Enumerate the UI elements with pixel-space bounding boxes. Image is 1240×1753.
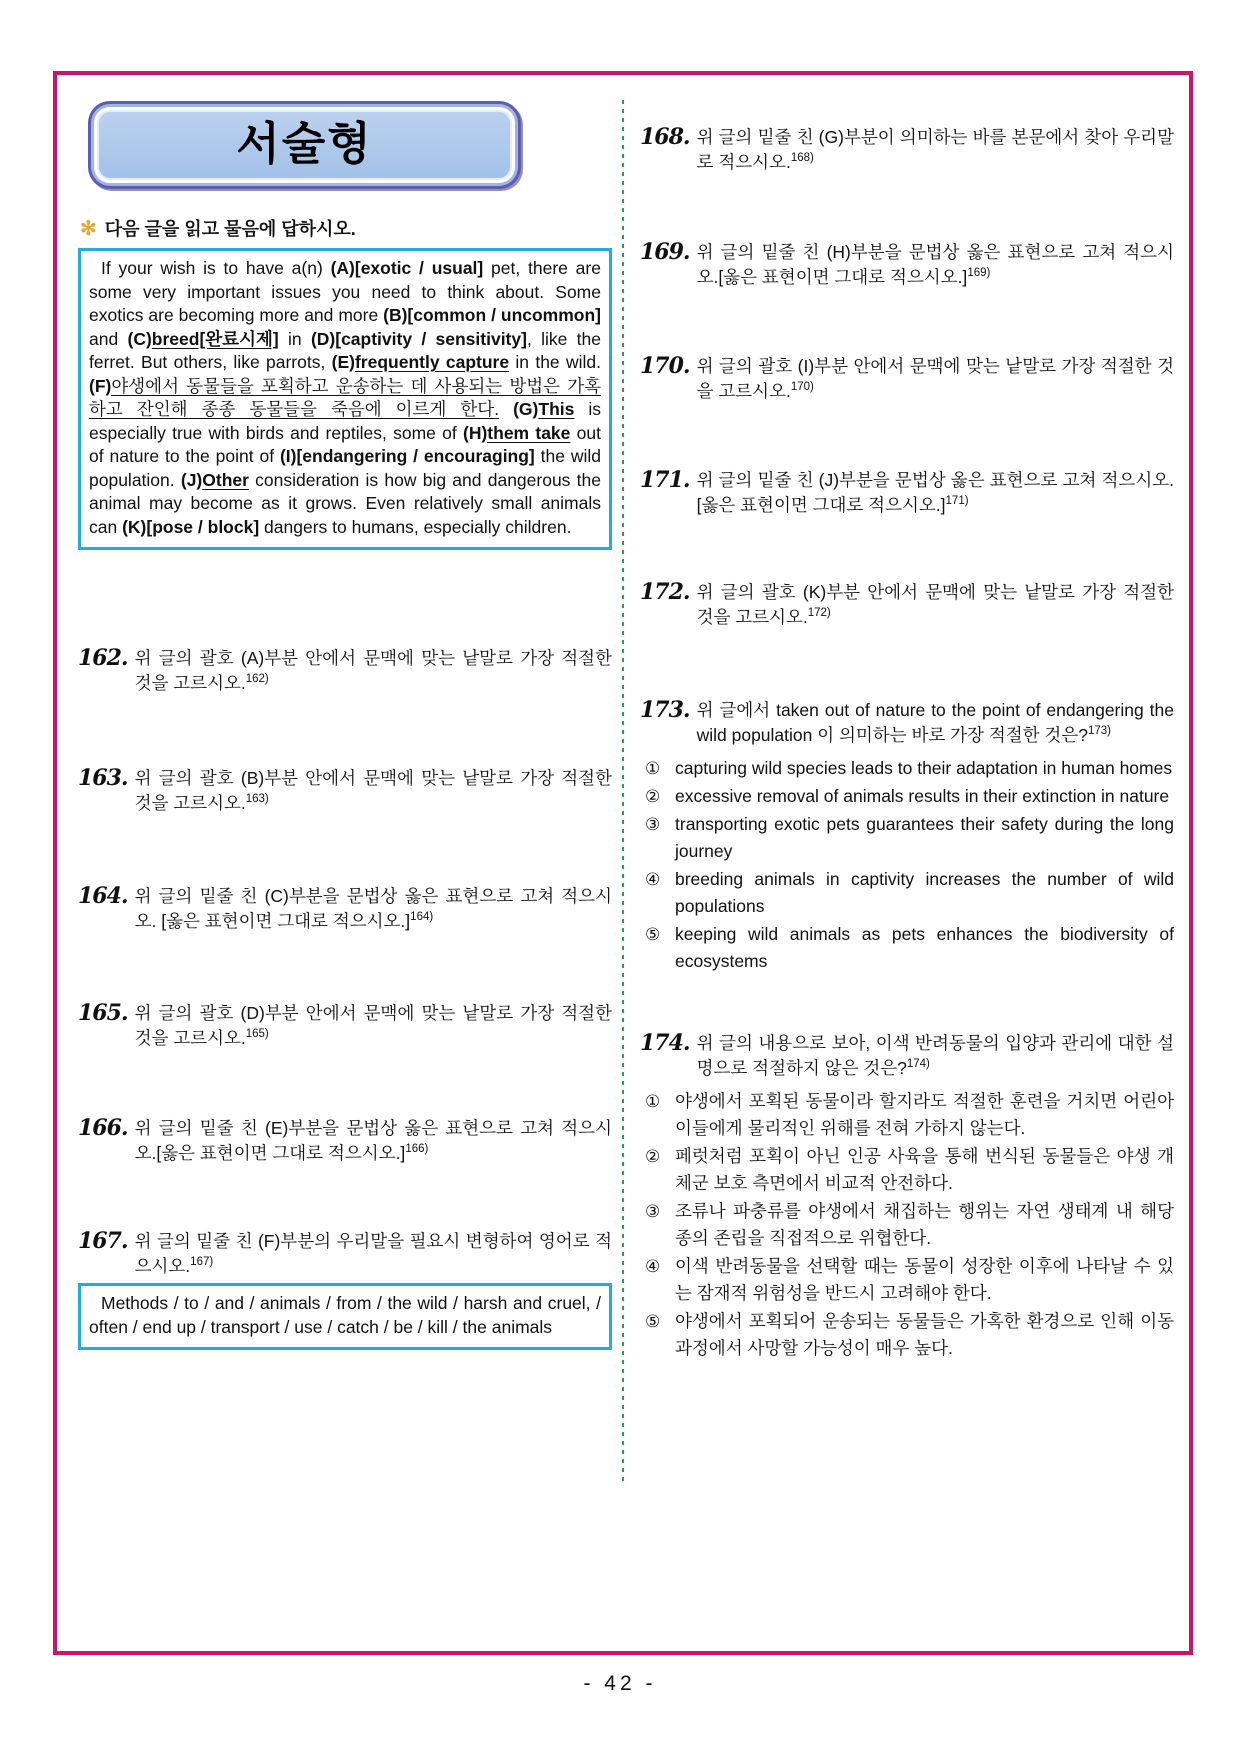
footnote-ref: 171) — [945, 495, 969, 508]
option-text: 조류나 파충류를 야생에서 채집하는 행위는 자연 생태계 내 해당 종의 존립을 직접적으로 위협한다. — [675, 1201, 1174, 1248]
option-text: excessive removal of animals results in their extinction in nature — [675, 786, 1170, 806]
footnote-ref: 174) — [906, 1058, 930, 1071]
question-text: 위 글의 밑줄 친 (J)부분을 문법상 옳은 표현으로 고쳐 적으시오.[옳은 표현이면 그대로 적으시오.]$^{171)}$ — [696, 470, 1174, 515]
passage-marked-segment: them take — [487, 422, 571, 443]
question-number: 171. — [640, 467, 690, 493]
word-bank-text: Methods / to / and / animals / from / the wild / harsh and cruel, / often / end up / transport / use / catch / be / kill / the animals — [89, 1293, 601, 1337]
question-174 — [640, 1031, 1174, 1362]
passage-segment: and — [89, 328, 128, 349]
question-173 — [640, 698, 1174, 975]
question-text: 위 글에서 taken out of nature to the point of endangering the wild population 이 의미하는 바로 가장 적절한 것은?$^{173)}$ — [696, 700, 1174, 745]
passage-marked-segment: (I)[endangering / encouraging] — [279, 446, 535, 466]
answer-option — [640, 755, 1174, 782]
answer-options — [640, 1088, 1174, 1362]
question-number: 167. — [78, 1228, 128, 1254]
left-column — [57, 75, 622, 1350]
question-text: 위 글의 밑줄 친 (C)부분을 문법상 옳은 표현으로 고쳐 적으시오. [옳은 표현이면 그대로 적으시오.]$^{164)}$ — [134, 886, 612, 931]
footnote-ref: 162) — [245, 673, 269, 686]
answer-option — [640, 811, 1174, 865]
questions-left — [78, 646, 612, 1279]
passage-segment: dangers to humans, especially children. — [259, 516, 572, 537]
question-number: 170. — [640, 353, 690, 379]
question-text: 위 글의 밑줄 친 (F)부분의 우리말을 필요시 변형하여 영어로 적으시오.$^{167)}$ — [134, 1231, 612, 1276]
passage-marked-segment: breed[완료시제] — [151, 328, 279, 349]
passage-segment: pet, there are some very important issues you need to think about. Some exotics are becoming more and more — [89, 258, 601, 325]
passage-marked-segment: (H) — [463, 422, 488, 443]
passage-marked-segment: (J) — [180, 469, 203, 490]
question-number: 169. — [640, 239, 690, 265]
section-title-box — [88, 101, 521, 189]
answer-option — [640, 1308, 1174, 1362]
question-text: 위 글의 괄호 (D)부분 안에서 문맥에 맞는 낱말로 가장 적절한 것을 고르시오.$^{165)}$ — [134, 1003, 612, 1048]
option-text: 이색 반려동물을 선택할 때는 동물이 성장한 이후에 나타날 수 있는 잠재적 위험성을 반드시 고려해야 한다. — [675, 1256, 1174, 1303]
footnote-ref: 170) — [790, 381, 814, 394]
question-164 — [78, 884, 612, 934]
question-number: 168. — [640, 124, 690, 150]
option-marker: ④ — [645, 870, 661, 889]
answer-option — [640, 783, 1174, 810]
answer-option — [640, 1198, 1174, 1252]
question-167 — [78, 1229, 612, 1279]
passage-box — [78, 248, 612, 550]
option-marker: ③ — [645, 815, 661, 834]
prompt-text: 다음 글을 읽고 물음에 답하시오. — [104, 219, 356, 239]
question-text: 위 글의 밑줄 친 (G)부분이 의미하는 바를 본문에서 찾아 우리말로 적으시오.$^{168)}$ — [696, 127, 1174, 172]
question-text: 위 글의 괄호 (K)부분 안에서 문맥에 맞는 낱말로 가장 적절한 것을 고르시오.$^{172)}$ — [696, 582, 1174, 627]
passage-marked-segment: (G) — [513, 399, 539, 419]
passage-segment: in — [278, 328, 311, 349]
passage-marked-segment: Other — [202, 469, 249, 490]
page-number: - 42 - — [583, 1672, 657, 1695]
passage-segment: the wild population. — [89, 446, 601, 490]
passage-marked-segment: (A)[exotic / usual] — [330, 258, 484, 278]
passage-marked-segment: (E) — [331, 352, 355, 372]
answer-options — [640, 755, 1174, 975]
question-166 — [78, 1116, 612, 1166]
question-number: 172. — [640, 579, 690, 605]
question-number: 164. — [78, 883, 128, 909]
option-text: 야생에서 포획된 동물이라 할지라도 적절한 훈련을 거치면 어린아이들에게 물리적인 위해를 전혀 가하지 않는다. — [675, 1091, 1174, 1138]
passage-segment: , like the ferret. But others, like parrots, — [89, 328, 601, 372]
passage-marked-segment: (C) — [127, 328, 152, 349]
passage-segment: in the wild. — [509, 352, 601, 372]
option-marker: ② — [645, 787, 661, 806]
question-text: 위 글의 밑줄 친 (H)부분을 문법상 옳은 표현으로 고쳐 적으시오.[옳은 표현이면 그대로 적으시오.]$^{169)}$ — [696, 242, 1174, 287]
passage-marked-segment: 야생에서 동물들을 포획하고 운송하는 데 사용되는 방법은 가혹하고 잔인해 종종 동물들을 죽음에 이르게 한다. — [89, 375, 601, 419]
question-text: 위 글의 밑줄 친 (E)부분을 문법상 옳은 표현으로 고쳐 적으시오.[옳은 표현이면 그대로 적으시오.]$^{166)}$ — [134, 1118, 612, 1163]
passage-marked-segment: (B)[common / uncommon] — [383, 305, 602, 325]
question-162 — [78, 646, 612, 696]
option-text: 페럿처럼 포획이 아닌 인공 사육을 통해 번식된 동물들은 야생 개체군 보호 측면에서 비교적 안전하다. — [675, 1146, 1174, 1193]
question-170 — [640, 354, 1174, 404]
flower-icon: ✻ — [80, 217, 97, 240]
option-marker: ⑤ — [645, 1312, 661, 1331]
footnote-ref: 167) — [190, 1256, 214, 1269]
question-number: 173. — [640, 697, 690, 723]
option-marker: ⑤ — [645, 925, 661, 944]
passage-marked-segment: frequently capture — [354, 352, 510, 372]
option-marker: ② — [645, 1147, 661, 1166]
question-168 — [640, 125, 1174, 175]
prompt — [80, 215, 612, 241]
passage-segment: out of nature to the point of — [89, 422, 601, 466]
footnote-ref: 165) — [245, 1028, 269, 1041]
option-text: keeping wild animals as pets enhances the biodiversity of ecosystems — [675, 924, 1174, 971]
option-text: 야생에서 포획되어 운송되는 동물들은 가혹한 환경으로 인해 이동 과정에서 사망할 가능성이 매우 높다. — [675, 1311, 1174, 1358]
passage-segment: If your wish is to have a(n) — [101, 258, 331, 278]
option-marker: ① — [645, 759, 661, 778]
passage-marked-segment: This — [538, 399, 575, 419]
footnote-ref: 164) — [410, 911, 434, 924]
passage-marked-segment: (K)[pose / block] — [122, 516, 260, 537]
answer-option — [640, 866, 1174, 920]
word-bank-box — [78, 1283, 612, 1350]
question-text: 위 글의 괄호 (B)부분 안에서 문맥에 맞는 낱말로 가장 적절한 것을 고르시오.$^{163)}$ — [134, 768, 612, 813]
question-number: 162. — [78, 645, 128, 671]
passage-marked-segment: (D)[captivity / sensitivity] — [310, 328, 527, 349]
answer-option — [640, 921, 1174, 975]
passage-text — [89, 257, 601, 539]
question-171 — [640, 468, 1174, 518]
question-169 — [640, 240, 1174, 290]
passage-marked-segment: (F) — [89, 375, 112, 396]
question-number: 165. — [78, 1000, 128, 1026]
footnote-ref: 163) — [245, 793, 269, 806]
option-marker: ③ — [645, 1202, 661, 1221]
option-text: capturing wild species leads to their adaptation in human homes — [675, 758, 1173, 778]
footnote-ref: 173) — [1087, 725, 1111, 738]
option-marker: ① — [645, 1092, 661, 1111]
question-number: 163. — [78, 765, 128, 791]
questions-right — [640, 125, 1174, 1362]
question-165 — [78, 1001, 612, 1051]
option-marker: ④ — [645, 1257, 661, 1276]
right-column — [624, 75, 1189, 1362]
option-text: transporting exotic pets guarantees their safety during the long journey — [675, 814, 1174, 861]
question-163 — [78, 766, 612, 816]
footnote-ref: 168) — [790, 152, 814, 165]
worksheet-border — [53, 71, 1193, 1655]
passage-segment: consideration is how big and dangerous the animal may become as it grows. Even relatively small animals can — [89, 469, 601, 537]
answer-option — [640, 1088, 1174, 1142]
question-number: 166. — [78, 1115, 128, 1141]
passage-segment: is especially true with birds and reptiles, some of — [89, 399, 601, 443]
footnote-ref: 169) — [967, 267, 991, 280]
footnote-ref: 166) — [405, 1143, 429, 1156]
answer-option — [640, 1253, 1174, 1307]
question-text: 위 글의 내용으로 보아, 이색 반려동물의 입양과 관리에 대한 설명으로 적절하지 않은 것은?$^{174)}$ — [696, 1033, 1174, 1078]
question-text: 위 글의 괄호 (I)부분 안에서 문맥에 맞는 낱말로 가장 적절한 것을 고르시오.$^{170)}$ — [696, 356, 1174, 401]
question-number: 174. — [640, 1030, 690, 1056]
footnote-ref: 172) — [807, 607, 831, 620]
question-text: 위 글의 괄호 (A)부분 안에서 문맥에 맞는 낱말로 가장 적절한 것을 고르시오.$^{162)}$ — [134, 648, 612, 693]
option-text: breeding animals in captivity increases the number of wild populations — [675, 869, 1174, 916]
question-172 — [640, 580, 1174, 630]
passage-segment — [499, 399, 513, 419]
answer-option — [640, 1143, 1174, 1197]
section-title: 서술형 — [236, 118, 373, 169]
